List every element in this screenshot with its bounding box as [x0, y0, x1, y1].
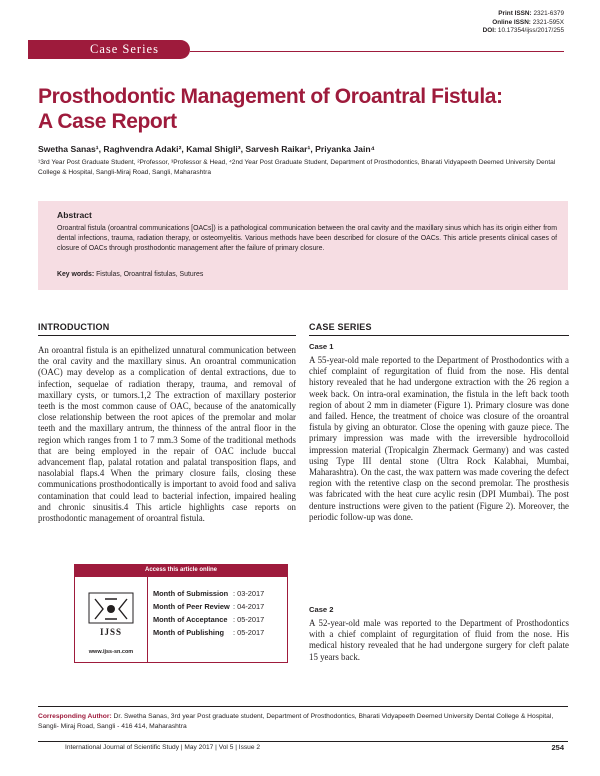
date-value: : 03-2017 — [233, 589, 265, 598]
publication-dates — [153, 587, 283, 639]
introduction-text: An oroantral fistula is an epithelized unnatural communication between the oral cavity and the maxillary sinus. An oroantral communication (OAC) may develop as a complication of dental extractions, due to infection, sequelae of radiation therapy, trauma, and removal of maxillary cysts, or tumors.1,2 The extraction of maxillary posterior teeth is the most common cause of OAC, because of the anatomically close relationship between the root apices of the premolar and molar teeth and the maxillary antrum, the thinness of the antral floor in the region which ranges from 1 to 7 mm.3 Some of the traditional methods that are being employed in the repair of OAC include buccal advancement flap, palatal rotation and palatal transposition flaps, and nasolabial flaps.4 When the primary closure fails, closing these communications prosthodontically is important to avoid food and saliva contamination that could lead to bacterial infection, impaired healing and chronic sinusitis.4 This article highlights case reports on prosthodontic management of oroantral fistula. — [38, 345, 296, 524]
ijss-logo-text: IJSS — [99, 627, 122, 637]
article-title — [38, 84, 568, 134]
doi: 10.17354/ijss/2017/255 — [497, 27, 564, 35]
page-number: 254 — [551, 743, 564, 752]
introduction-heading: INTRODUCTION — [38, 322, 110, 332]
journal-url[interactable]: www.ijss-sn.com — [88, 649, 134, 655]
date-label: Month of Publishing — [153, 628, 225, 637]
date-label: Month of Acceptance — [153, 615, 228, 624]
corresponding-author — [38, 712, 568, 731]
date-value: : 04-2017 — [233, 602, 265, 611]
section-tag — [28, 40, 190, 59]
keywords-list: Fistulas, Oroantral fistulas, Sutures — [96, 271, 204, 278]
doi-label: DOI: — [482, 27, 497, 35]
date-value: : 05-2017 — [233, 628, 265, 637]
case1-heading: Case 1 — [309, 342, 334, 351]
date-row — [153, 626, 283, 639]
correspondence-rule — [38, 706, 568, 707]
abstract-box — [38, 201, 568, 290]
authors: Swetha Sanas¹, Raghvendra Adaki², Kamal Shigli³, Sarvesh Raikar¹, Priyanka Jain⁴ — [38, 144, 375, 154]
keywords — [57, 271, 203, 278]
corresponding-author-label: Corresponding Author: — [38, 713, 112, 720]
date-label: Month of Peer Review — [153, 602, 230, 611]
section-tag-label: Case Series — [90, 42, 159, 56]
date-row — [153, 613, 283, 626]
print-issn: 2321-6379 — [533, 10, 564, 17]
issn-block — [483, 10, 564, 36]
date-row — [153, 587, 283, 600]
access-box-divider — [147, 577, 148, 662]
section-tag-rule — [190, 51, 564, 52]
case1-text: A 55-year-old male reported to the Department of Prosthodontics with a chief complaint of regurgitation of fluid from the nose. His dental history revealed that he had undergone extraction with the 26 region a week back. On intra-oral examination, the fistula in the left back tooth region of about 2 mm in diameter (Figure 1). Primary closure was done and failed. Hence, the treatment of choice was closure of the oroantral fistula by giving an obturator. Close the opening with gauze piece. The primary impression was made with the irreversible hydrocolloid impression material (Tropicalgin Zhermack Germany) and was casted using Type III dental stone (Ultra Rock Kalabhai, Mumbai, Maharashtra). On the cast, the wax pattern was made covering the defect region with the retentive clasp on the second premolar. The prosthesis was fabricated with the heat cure acylic resin (DPI Mumbai). The post denture instructions were given to the patient (Figure 2). Moreover, the periodic follow-up was done. — [309, 355, 569, 522]
title-line-1: Prosthodontic Management of Oroantral Fistula: — [38, 85, 503, 108]
case2-heading: Case 2 — [309, 605, 334, 614]
date-value: : 05-2017 — [233, 615, 265, 624]
title-line-2: A Case Report — [38, 110, 177, 133]
online-issn-label: Online ISSN: — [492, 18, 531, 26]
keywords-label: Key words: — [57, 271, 95, 278]
introduction-rule — [38, 335, 296, 336]
corresponding-author-text: Dr. Swetha Sanas, 3rd year Post graduate student, Department of Prosthodontics, Bharati Vidyapeeth Deemed University Dental College & Hospital, Sangli- Miraj Road, Sangli - 416 414, Maharashtra — [38, 713, 554, 730]
access-box-heading: Access this article online — [74, 564, 288, 576]
online-issn: 2321-595X — [532, 18, 564, 26]
footer-rule — [38, 741, 568, 742]
date-row — [153, 600, 283, 613]
affiliation: ¹3rd Year Post Graduate Student, ²Professor, ³Professor & Head, ⁴2nd Year Post Graduate Student, Department of Prosthodontics, Bharati Vidyapeeth Deemed University Dental College & Hospital, Sangli-Miraj Road, Sangli, Maharashtra — [38, 159, 556, 176]
abstract-heading: Abstract — [57, 210, 92, 220]
abstract-text: Oroantral fistula (oroantral communications [OACs]) is a pathological communication between the oral cavity and the maxillary sinus which has its origin either from dental infections, trauma, radiation therapy, or osteomyelitis. Various methods have been described for closure of the OACs. This article presents clinical cases of closure of OACs through prosthodontic management after the failure of primary closure. — [57, 225, 557, 252]
case2-text: A 52-year-old male was reported to the Department of Prosthodontics with a chief complaint of regurgitation of fluid from the nose. His medical history revealed that he had undergone surgery for cleft palate 15 years back. — [309, 618, 569, 662]
access-box — [74, 576, 288, 663]
case-series-heading: CASE SERIES — [309, 322, 372, 332]
date-label: Month of Submission — [153, 589, 229, 598]
case-series-rule — [309, 335, 569, 336]
print-issn-label: Print ISSN: — [498, 10, 532, 17]
journal-footer: International Journal of Scientific Study | May 2017 | Vol 5 | Issue 2 — [65, 744, 261, 751]
